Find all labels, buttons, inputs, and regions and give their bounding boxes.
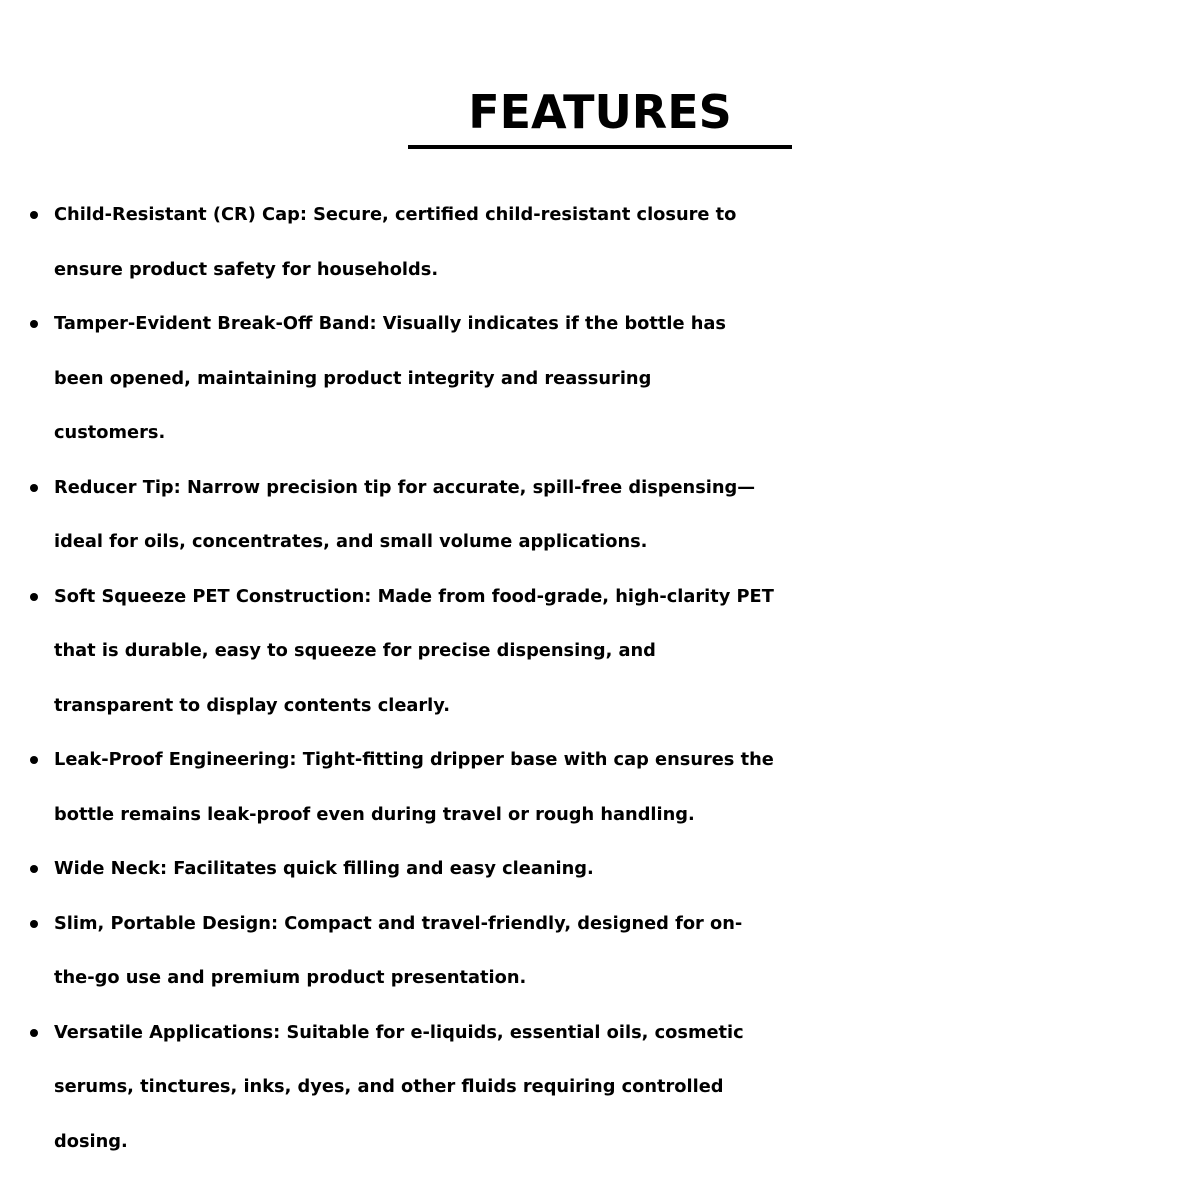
bullet-icon: [30, 756, 38, 764]
bullet-icon: [30, 593, 38, 601]
bullet-icon: [30, 920, 38, 928]
feature-text: dosing.: [54, 1130, 128, 1152]
feature-text: customers.: [54, 422, 166, 443]
bullet-icon: [30, 211, 38, 219]
bullet-icon: [30, 484, 38, 492]
feature-text: Soft Squeeze PET Construction: Made from food-grade, high-clarity PET: [54, 585, 774, 607]
feature-text: that is durable, easy to squeeze for precise dispensing, and: [54, 640, 656, 661]
feature-text: the-go use and premium product presentation.: [54, 967, 527, 988]
feature-text: Reducer Tip: Narrow precision tip for accurate, spill-free dispensing—: [54, 476, 756, 498]
feature-text: Versatile Applications: Suitable for e-liquids, essential oils, cosmetic: [54, 1021, 744, 1043]
feature-item-tamper-evident: [0, 297, 1200, 461]
feature-text: been opened, maintaining product integrity and reassuring: [54, 367, 652, 389]
features-list: [0, 188, 1200, 1169]
feature-text: Child-Resistant (CR) Cap: Secure, certified child-resistant closure to: [54, 204, 737, 225]
feature-text: ensure product safety for households.: [54, 258, 439, 280]
feature-item-wide-neck: [0, 842, 1200, 897]
feature-text: Wide Neck: Facilitates quick filling and easy cleaning.: [54, 858, 594, 879]
feature-item-cr-cap: [0, 188, 1200, 297]
feature-item-leak-proof: [0, 733, 1200, 842]
feature-text: Tamper-Evident Break-Off Band: Visually indicates if the bottle has: [54, 313, 726, 334]
feature-item-portable-design: [0, 897, 1200, 1006]
feature-text: Leak-Proof Engineering: Tight-fitting dripper base with cap ensures the: [54, 749, 774, 770]
page-title: FEATURES: [468, 85, 732, 139]
feature-text: Slim, Portable Design: Compact and travel-friendly, designed for on-: [54, 912, 743, 934]
feature-text: ideal for oils, concentrates, and small volume applications.: [54, 531, 648, 552]
bullet-icon: [30, 1029, 38, 1037]
feature-item-versatile-applications: [0, 1006, 1200, 1170]
bullet-icon: [30, 320, 38, 328]
title-underline: [408, 145, 792, 149]
feature-item-reducer-tip: [0, 461, 1200, 570]
feature-text: bottle remains leak-proof even during travel or rough handling.: [54, 803, 695, 825]
bullet-icon: [30, 865, 38, 873]
feature-text: transparent to display contents clearly.: [54, 694, 450, 716]
feature-text: serums, tinctures, inks, dyes, and other fluids requiring controlled: [54, 1076, 724, 1097]
feature-item-pet-construction: [0, 570, 1200, 734]
